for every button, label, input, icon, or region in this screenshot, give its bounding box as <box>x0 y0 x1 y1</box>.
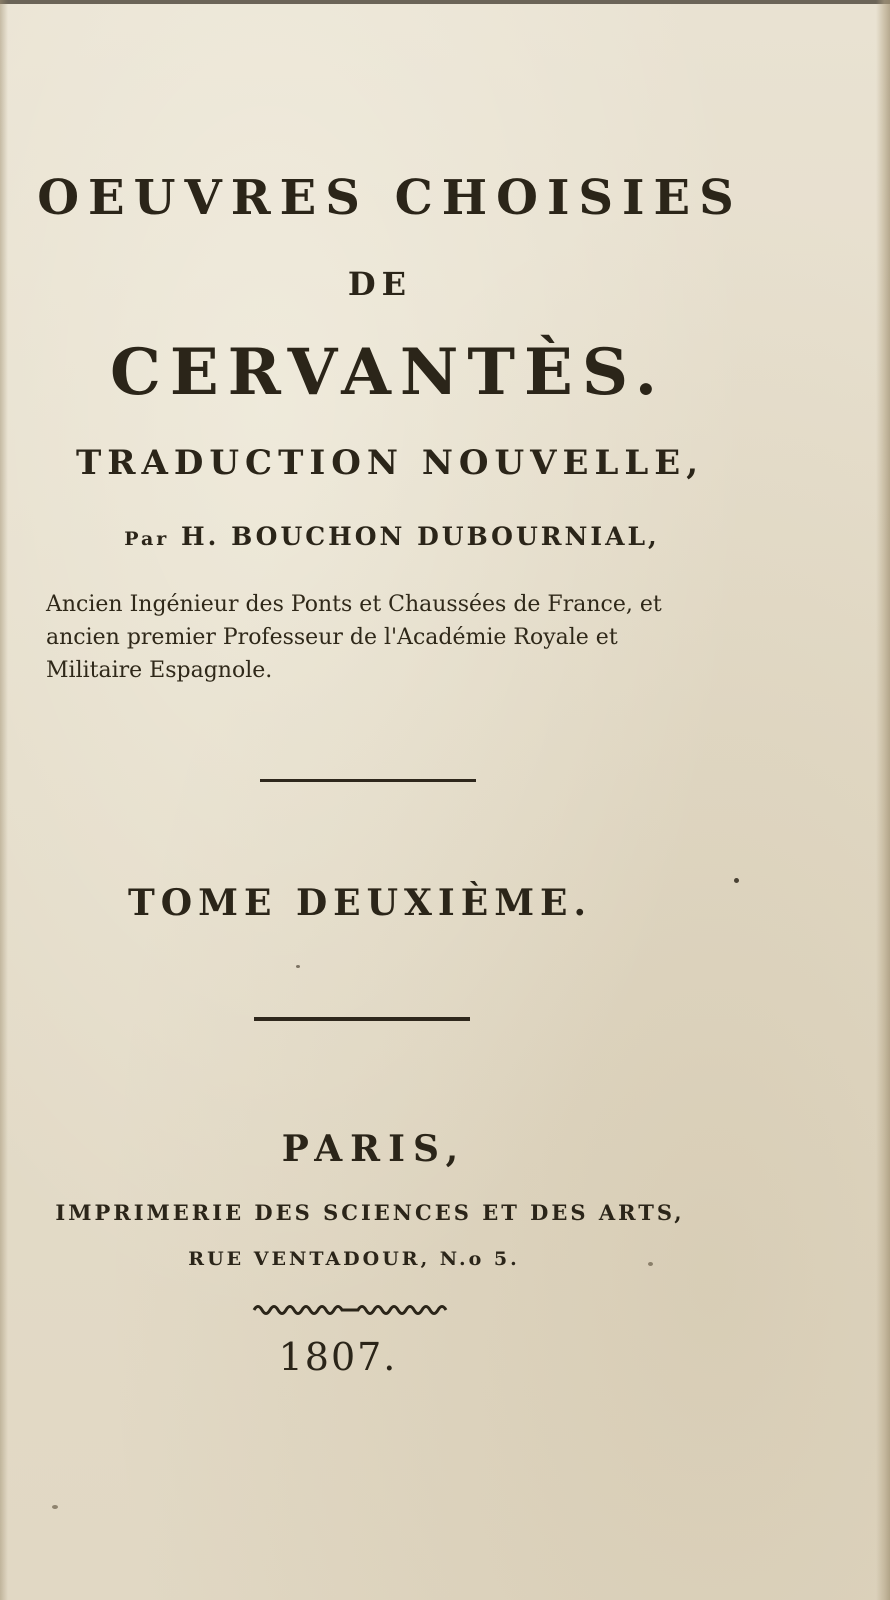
credentials-line: Militaire Espagnole. <box>46 658 273 683</box>
ornamental-wavy-rule <box>252 1301 452 1315</box>
page-top-edge <box>0 0 890 4</box>
translator-line <box>12 522 772 551</box>
credentials-line: Ancien Ingénieur des Ponts et Chaussées de France, et <box>46 592 662 617</box>
page-right-edge <box>876 0 890 1600</box>
paper-speck <box>52 1505 58 1509</box>
paper-speck <box>296 965 300 968</box>
author-name: CERVANTÈS. <box>109 335 667 410</box>
translator-credentials <box>46 588 706 687</box>
imprint-city: PARIS, <box>281 1128 467 1170</box>
translator-prefix: Par <box>124 528 170 550</box>
book-title-de: DE <box>347 265 413 303</box>
book-title: OEUVRES CHOISIES <box>37 170 743 226</box>
imprint-address: RUE VENTADOUR, N.o 5. <box>188 1248 520 1270</box>
paper-speck <box>648 1262 653 1266</box>
imprint-printer: IMPRIMERIE DES SCIENCES ET DES ARTS, <box>55 1200 685 1225</box>
divider-rule <box>260 779 476 782</box>
paper-speck <box>734 878 739 883</box>
volume-label: TOME DEUXIÈME. <box>127 882 593 924</box>
translator-name: H. BOUCHON DUBOURNIAL, <box>181 522 660 551</box>
divider-rule <box>254 1017 470 1021</box>
publication-year: 1807. <box>278 1335 398 1379</box>
subtitle: TRADUCTION NOUVELLE, <box>75 443 705 483</box>
credentials-line: ancien premier Professeur de l'Académie Royale et <box>46 625 618 650</box>
